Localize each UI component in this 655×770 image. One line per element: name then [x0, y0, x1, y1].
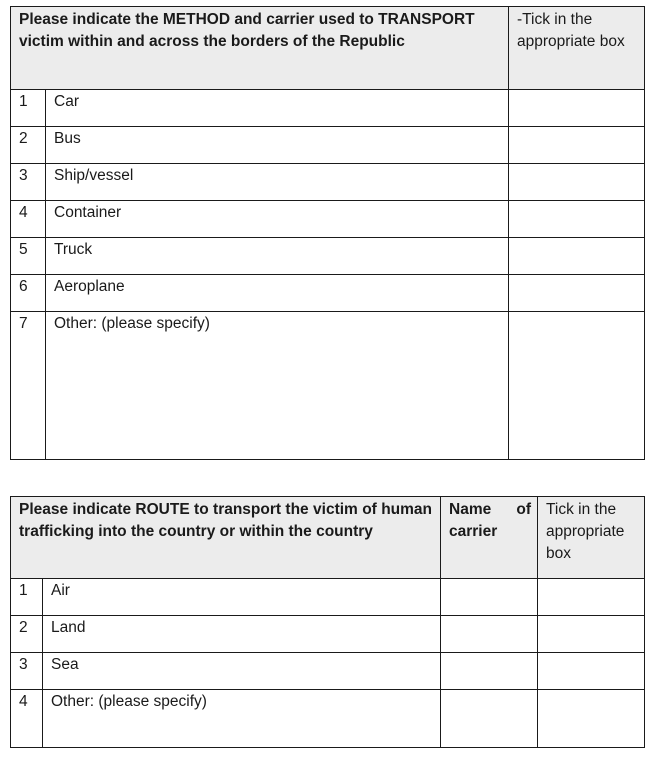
table-row	[11, 164, 645, 201]
tick-box[interactable]	[509, 238, 645, 275]
row-label: Container	[46, 201, 509, 238]
carrier-cell[interactable]	[441, 579, 538, 616]
method-header: Please indicate the METHOD and carrier used to TRANSPORT victim within and across the borders of the Republic	[11, 7, 509, 90]
row-number: 1	[11, 90, 46, 127]
tick-box[interactable]	[509, 127, 645, 164]
tick-box[interactable]	[538, 616, 645, 653]
row-label: Truck	[46, 238, 509, 275]
row-number: 7	[11, 312, 46, 460]
table-row	[11, 90, 645, 127]
carrier-cell[interactable]	[441, 616, 538, 653]
tick-box[interactable]	[538, 579, 645, 616]
tick-box[interactable]	[509, 312, 645, 460]
table-row	[11, 127, 645, 164]
carrier-cell[interactable]	[441, 653, 538, 690]
table-row	[11, 201, 645, 238]
tick-box[interactable]	[538, 653, 645, 690]
row-label: Sea	[43, 653, 441, 690]
table-row	[11, 238, 645, 275]
row-number: 4	[11, 201, 46, 238]
table-row	[11, 690, 645, 748]
row-label: Aeroplane	[46, 275, 509, 312]
row-label: Ship/vessel	[46, 164, 509, 201]
transport-route-table	[10, 496, 645, 748]
route-header: Please indicate ROUTE to transport the victim of human trafficking into the country or within the country	[11, 497, 441, 579]
tick-box[interactable]	[509, 90, 645, 127]
row-label: Land	[43, 616, 441, 653]
table-row	[11, 616, 645, 653]
row-number: 2	[11, 616, 43, 653]
carrier-cell[interactable]	[441, 690, 538, 748]
table-row	[11, 312, 645, 460]
row-label[interactable]: Other: (please specify)	[46, 312, 509, 460]
carrier-header: Name of carrier	[441, 497, 538, 579]
tick-box[interactable]	[509, 164, 645, 201]
tick-box[interactable]	[509, 275, 645, 312]
tick-box[interactable]	[509, 201, 645, 238]
table-row	[11, 653, 645, 690]
row-number: 4	[11, 690, 43, 748]
row-number: 2	[11, 127, 46, 164]
row-number: 6	[11, 275, 46, 312]
method-tick-header: -Tick in the appropriate box	[509, 7, 645, 90]
row-number: 3	[11, 653, 43, 690]
row-label[interactable]: Other: (please specify)	[43, 690, 441, 748]
row-number: 1	[11, 579, 43, 616]
table-row	[11, 579, 645, 616]
table-row	[11, 275, 645, 312]
row-label: Car	[46, 90, 509, 127]
row-number: 5	[11, 238, 46, 275]
row-label: Bus	[46, 127, 509, 164]
row-number: 3	[11, 164, 46, 201]
route-tick-header: Tick in the appropriate box	[538, 497, 645, 579]
transport-method-table	[10, 6, 645, 460]
tick-box[interactable]	[538, 690, 645, 748]
row-label: Air	[43, 579, 441, 616]
